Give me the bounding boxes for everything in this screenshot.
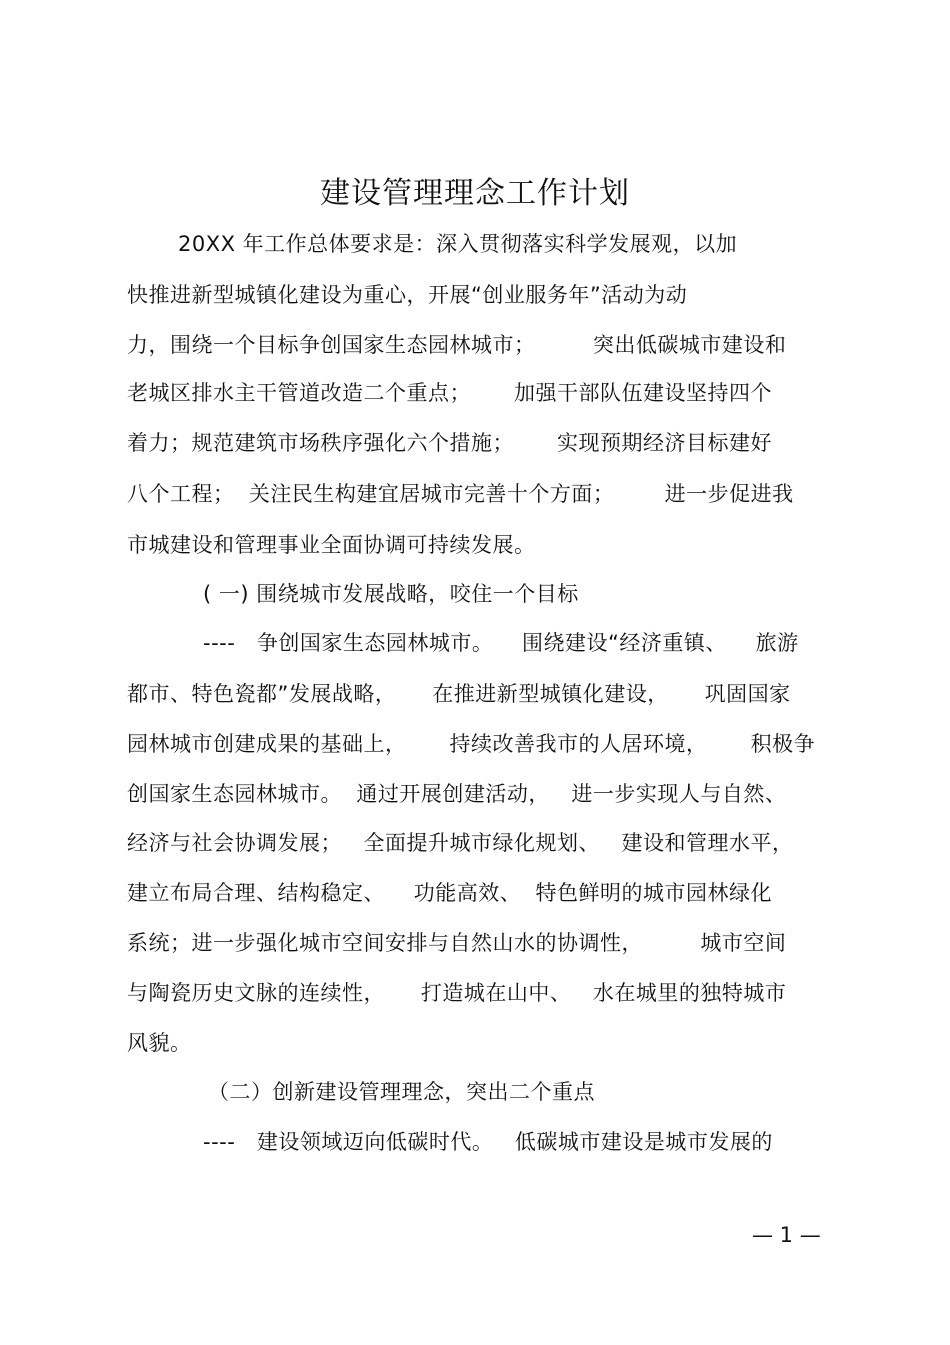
paragraph-line: 快推进新型城镇化建设为重心，开展“创业服务年”活动为动 [127,283,688,307]
document-title: 建设管理理念工作计划 [320,176,630,211]
paragraph-line: 市城建设和管理事业全面协调可持续发展。 [127,533,536,557]
paragraph-line: ---- 建设领域迈向低碳时代。 低碳城市建设是城市发展的 [203,1130,773,1154]
paragraph-line: ---- 争创国家生态园林城市。 围绕建设“经济重镇、 旅游 [203,631,799,655]
paragraph-line: 着力；规范建筑市场秩序强化六个措施； 实现预期经济目标建好 [127,431,773,455]
paragraph-line: 建立布局合理、结构稳定、 功能高效、 特色鲜明的城市园林绿化 [127,881,773,905]
paragraph-line: 园林城市创建成果的基础上， 持续改善我市的人居环境， 积极争 [127,732,816,756]
paragraph-line: 20XX 年工作总体要求是：深入贯彻落实科学发展观，以加 [178,232,738,256]
paragraph-line: 八个工程； 关注民生构建宜居城市完善十个方面； 进一步促进我 [127,482,794,506]
paragraph-line: 都市、特色瓷都”发展战略， 在推进新型城镇化建设， 巩固国家 [127,682,791,706]
section-heading: ( 一) 围绕城市发展战略，咬住一个目标 [203,582,579,606]
paragraph-line: 风貌。 [127,1031,192,1055]
paragraph-line: 经济与社会协调发展； 全面提升城市绿化规划、 建设和管理水平， [127,831,794,855]
paragraph-line: 系统；进一步强化城市空间安排与自然山水的协调性， 城市空间 [127,931,787,955]
page-number: — 1 — [752,1223,821,1247]
paragraph-line: 与陶瓷历史文脉的连续性， 打造城在山中、 水在城里的独特城市 [127,981,787,1005]
paragraph-line: 创国家生态园林城市。 通过开展创建活动， 进一步实现人与自然、 [127,782,787,806]
paragraph-line: 老城区排水主干管道改造二个重点； 加强干部队伍建设坚持四个 [127,381,773,405]
section-heading: （二）创新建设管理理念，突出二个重点 [208,1080,595,1104]
paragraph-line: 力，围绕一个目标争创国家生态园林城市； 突出低碳城市建设和 [127,333,787,357]
